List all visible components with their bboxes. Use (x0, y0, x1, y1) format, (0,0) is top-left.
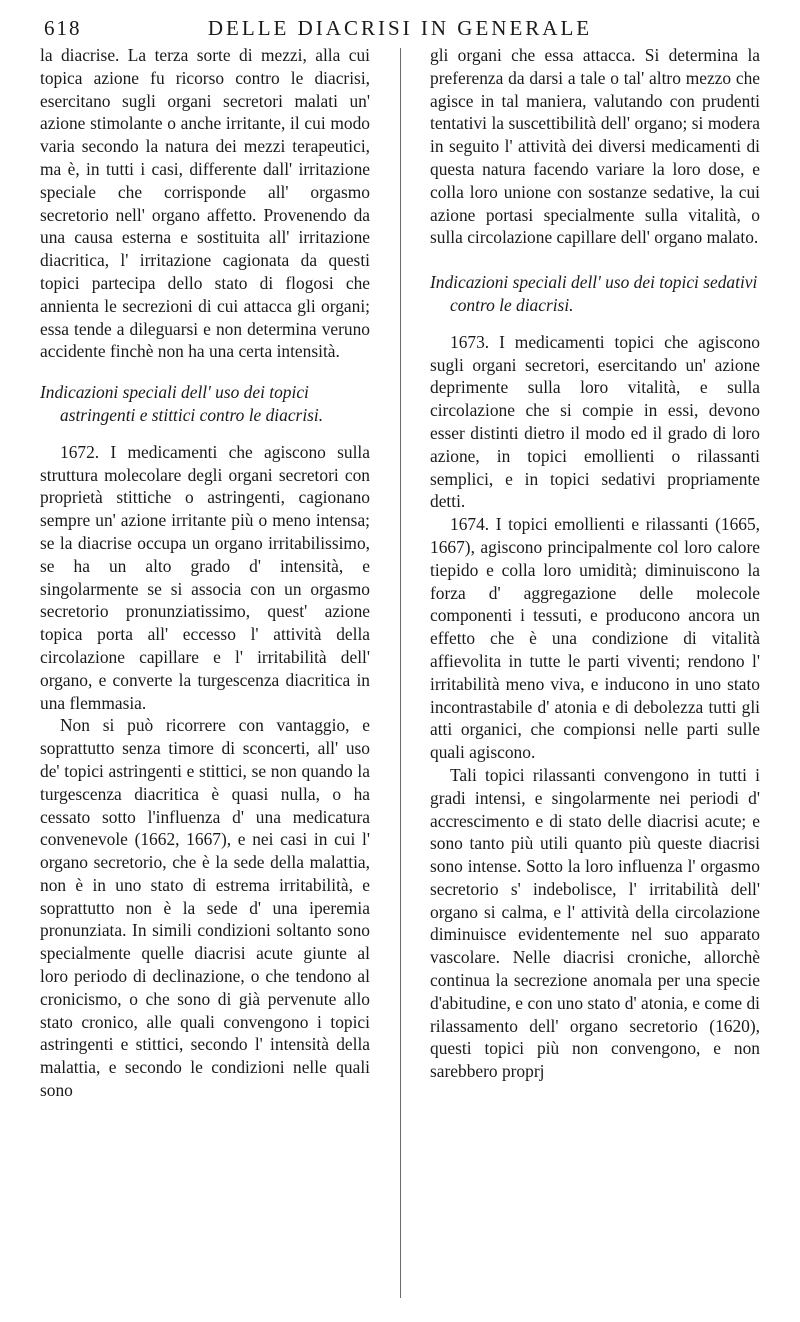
paragraph-number: 1672. (60, 441, 100, 462)
section-subheading: Indicazioni speciali dell' uso dei topici sedativi contro le diacrisi. (430, 272, 758, 315)
paragraph-number: 1674. (450, 514, 490, 535)
left-column (40, 44, 370, 1102)
right-column (430, 44, 760, 1083)
paragraph-text: I medicamenti che agiscono sulla struttura molecolare degli organi secretori con proprietà stittiche o astringenti, cagionano sempre un' azione irritante più o meno intensa; se la diacrise occupa un organo irritabilissimo, se ha un alto grado d' intensità, e singolarmente se si associa con un orgasmo secretorio pronunziatissimo, quest' azione topica porta all' eccesso l' attività della circolazione capillare e l' irritabilità dell' organo, e converte la turgescenza diacritica in una flemmasia. (40, 441, 370, 713)
column-divider (400, 48, 401, 1298)
paragraph: gli organi che essa attacca. Si determina la preferenza da darsi a tale o tal' altro mezzo che agisce in tal maniera, valutando con prudenti tentativi la suscettibilità dell' organo; si modera in seguito l' attività dei diversi medicamenti di questa natura facendo variare la loro dose, e colla loro unione con sostanze sedative, la cui azione portasi specialmente sulla vitalità, o sulla circolazione capillare dell' organo malato. (430, 45, 760, 248)
paragraph (40, 441, 370, 715)
paragraph (430, 331, 760, 513)
running-title: DELLE DIACRISI IN GENERALE (207, 16, 593, 40)
page-number: 618 (44, 16, 82, 40)
paragraph-text: I topici emollienti e rilassanti (1665, 1667), agiscono principalmente col loro calore tiepido e colla loro umidità; diminuiscono la forza d' aggregazione delle molecole componenti i tessuti, e producono ancora un effetto che è una condizione di vitalità affievolita in tutte le parti viventi; rendono l' irritabilità meno viva, e inducono in uno stato incontrastabile d' atonia e di debolezza tutti gli atti organici, che compionsi nelle parti sulle quali agiscono. (430, 514, 760, 763)
section-subheading: Indicazioni speciali dell' uso dei topici astringenti e stittici contro le diacrisi. (40, 382, 324, 425)
paragraph: Non si può ricorrere con vantaggio, e soprattutto senza timore di sconcerti, all' uso de' topici astringenti e stittici, se non quando la turgescenza diacritica è quasi nulla, o ha cessato sotto l'influenza d' una medicatura convenevole (1662, 1667), e nei casi in cui l' organo secretorio, che è la sede della malattia, non è in uno stato di estrema irritabilità, e soprattutto non è la sede d' una iperemia pronunziata. In simili condizioni soltanto sono specialmente quelle diacrisi acute giunte al loro periodo di declinazione, o che tendono al cronicismo, o che sono di già pervenute allo stato cronico, alle quali convengono i topici astringenti e stittici, secondo l' intensità della malattia, e secondo le condizioni nelle quali sono (40, 715, 370, 1101)
paragraph-number: 1673. (450, 331, 490, 352)
paragraph (430, 513, 760, 764)
page-header (40, 16, 760, 46)
paragraph: Tali topici rilassanti convengono in tutti i gradi intensi, e singolarmente nei periodi d' accrescimento e di stato delle diacrisi acute; e sono tanto più utili quanto più queste diacrisi sono intense. Sotto la loro influenza l' orgasmo secretorio s' indebolisce, l' irritabilità dell' organo si calma, e l' attività della circolazione diminuisce evidentemente nel suo apparato vascolare. Nelle diacrisi croniche, allorchè continua la secrezione anomala per una specie d'abitudine, e con uno stato d' atonia, e come di rilassamento dell' organo secretorio (1620), questi topici più non convengono, e non sarebbero proprj (430, 764, 760, 1082)
paragraph: la diacrise. La terza sorte di mezzi, alla cui topica azione fu ricorso contro le diacrisi, esercitano sugli organi secretori malati un' azione stimolante o anche irritante, il cui modo varia secondo la natura dei mezzi terapeutici, ma è, in tutti i casi, differente dall' irritazione speciale che corrisponde all' orgasmo secretorio nell' organo affetto. Provenendo da una causa esterna e sostituita all' irritazione diacritica, l' irritazione cagionata da questi topici partecipa dello stato di flogosi che annienta le secrezioni di cui attacca gli organi; essa tende a dileguarsi e non determina veruno accidente finchè non ha una certa intensità. (40, 45, 370, 362)
paragraph-text: I medicamenti topici che agiscono sugli organi secretori, esercitando un' azione deprimente sulla loro vitalità, e sulla circolazione che si compie in essi, devono esser distinti dietro il modo ed il grado di loro azione, in topici emollienti o rilassanti semplici, e in topici sedativi propriamente detti. (430, 331, 760, 512)
